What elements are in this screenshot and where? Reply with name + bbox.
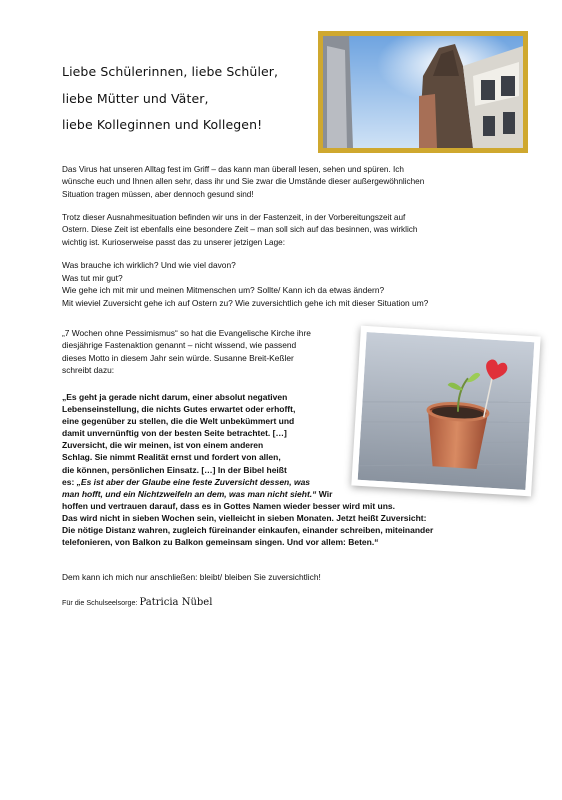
quote-line: Lebenseinstellung, die nichts Gutes erwartet oder erhofft,	[62, 404, 296, 415]
quote-line: Schlag. Sie nimmt Realität ernst und fordert von allen,	[62, 452, 281, 463]
greeting-line-3: liebe Kolleginnen und Kollegen!	[62, 117, 263, 132]
question-line: Was tut mir gut?	[62, 272, 123, 283]
greeting-line-2: liebe Mütter und Väter,	[62, 91, 209, 106]
paragraph-2-line: Ostern. Diese Zeit ist ebenfalls eine besondere Zeit – man soll sich auf das besinnen, was wirklich	[62, 225, 418, 235]
quote-bible-suffix: Wir	[316, 488, 333, 499]
paragraph-1-line: Situation tragen müssen, aber dennoch gesund sind!	[62, 189, 254, 199]
signature-prefix: Für die Schulseelsorge:	[62, 598, 140, 607]
question-line: Mit wieviel Zuversicht gehe ich auf Ostern zu? Wie zuversichtlich gehe ich mit dieser Situation um?	[62, 297, 429, 308]
question-line: Was brauche ich wirklich? Und wie viel davon?	[62, 260, 236, 270]
paragraph-1-line: Das Virus hat unseren Alltag fest im Griff – das kann man überall lesen, sehen und spüren. Ich	[62, 165, 404, 174]
quote-tail-line: Das wird nicht in sieben Wochen sein, vielleicht in sieben Monaten. Jetzt heißt Zuversicht:	[62, 512, 427, 523]
intro-line: diesjährige Fastenaktion genannt – nicht wissend, wie passend	[62, 340, 297, 351]
quote-line: eine gegenüber zu stellen, die die Welt unbekümmert und	[62, 416, 295, 427]
bible-quote-part-2: man hofft, und ein Nichtzweifeln an dem, was man nicht sieht.“	[62, 488, 317, 499]
quote-tail-line: Die nötige Distanz wahren, zugleich füreinander einkaufen, einander schreiben, miteinander	[62, 525, 434, 536]
questions	[62, 259, 428, 309]
greeting-line-1: Liebe Schülerinnen, liebe Schüler,	[62, 64, 279, 79]
intro-line: dieses Motto in diesem Jahr sein würde. Susanne Breit-Keßler	[62, 352, 294, 363]
closing-sentence: Dem kann ich mich nur anschließen: bleibt/ bleiben Sie zuversichtlich!	[62, 572, 321, 582]
quote-es-prefix: es:	[62, 476, 77, 487]
signature-name: Patricia Nübel	[139, 597, 213, 608]
quote-tail-line: hoffen und vertrauen darauf, dass es in Gottes Namen wieder besser wird mit uns.	[62, 500, 395, 511]
building-photo	[318, 31, 528, 153]
paragraph-2-line: Trotz dieser Ausnahmesituation befinden wir uns in der Fastenzeit, in der Vorbereitungszeit auf	[62, 213, 406, 222]
quote-tail-line: telefonieren, von Balkon zu Balkon gemeinsam singen. Und vor allem: Beten.“	[62, 537, 379, 548]
quote-line: die können, persönlichen Einsatz. […] In der Bibel heißt	[62, 464, 287, 475]
quote-bible-line-2	[62, 488, 433, 500]
quote-line: „Es geht ja gerade nicht darum, einer absolut negativen	[62, 392, 288, 402]
quote-line: Zuversicht, die wir meinen, ist von einem anderen	[62, 440, 264, 451]
intro-paragraph	[62, 327, 311, 377]
building-photo-image	[323, 36, 523, 148]
paragraph-1	[62, 164, 424, 201]
intro-line: „7 Wochen ohne Pessimismus“ so hat die Evangelische Kirche ihre	[62, 328, 311, 338]
quote-line: damit unvernünftig von der besten Seite betrachtet. […]	[62, 428, 287, 439]
quote-bible-line-1	[62, 476, 433, 488]
paragraph-2	[62, 212, 417, 249]
bible-quote-part-1: „Es ist aber der Glaube eine feste Zuversicht dessen, was	[76, 476, 311, 487]
question-line: Wie gehe ich mit mir und meinen Mitmenschen um? Sollte/ Kann ich da etwas ändern?	[62, 285, 385, 296]
signature	[62, 597, 212, 609]
quote-block	[62, 391, 433, 548]
paragraph-1-line: wünsche euch und Ihnen allen sehr, dass ihr und Sie zwar die Umstände dieser außergewöhnlichen	[62, 177, 425, 187]
paragraph-2-line: wichtig ist. Kurioserweise passt das zu unserer jetzigen Lage:	[62, 237, 285, 247]
intro-line: schreibt dazu:	[62, 365, 115, 376]
